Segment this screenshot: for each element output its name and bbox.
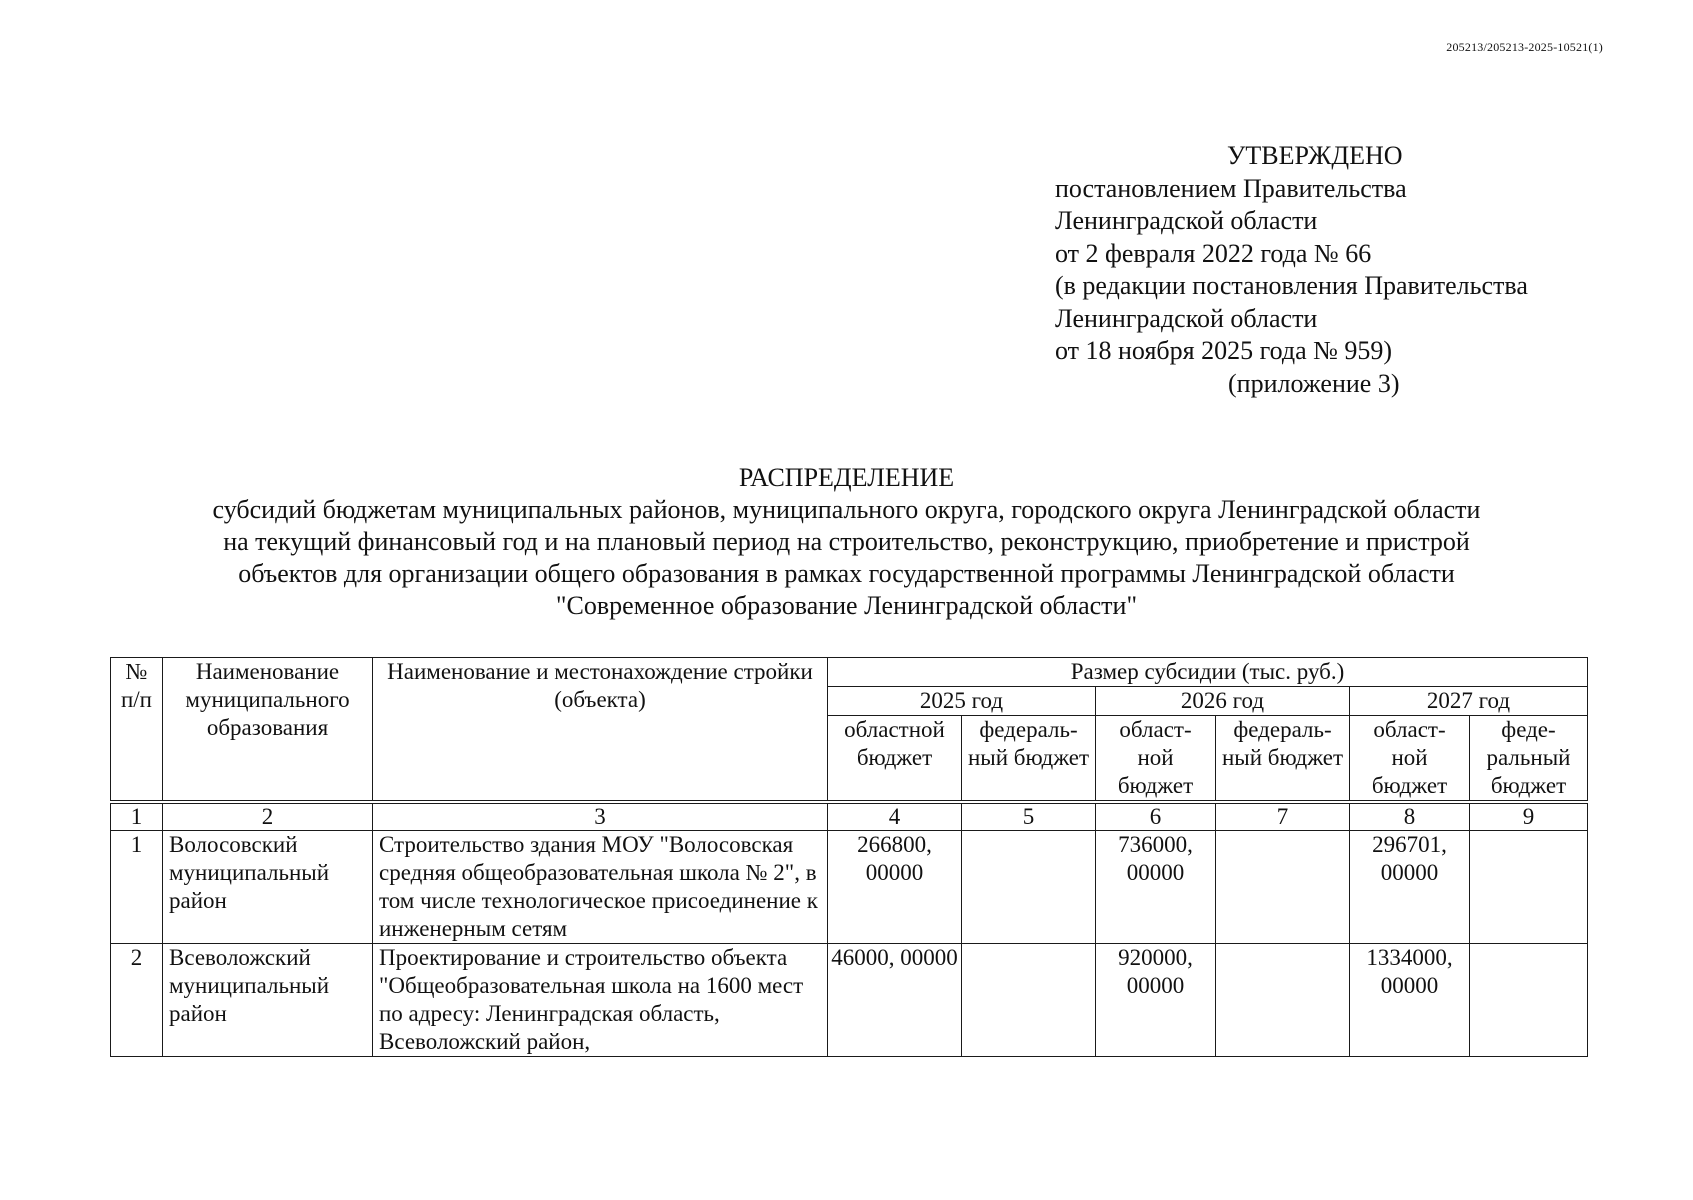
row-2027-federal xyxy=(1470,944,1588,1057)
approval-title: УТВЕРЖДЕНО xyxy=(1227,141,1403,170)
approval-line: Ленинградской области xyxy=(1055,303,1318,333)
table-row xyxy=(111,944,1588,1057)
row-2027-regional: 296701, 00000 xyxy=(1350,831,1470,944)
heading-title: РАСПРЕДЕЛЕНИЕ xyxy=(738,463,955,492)
approval-line: постановлением Правительства xyxy=(1055,173,1407,203)
column-number: 2 xyxy=(163,802,373,831)
approval-line: Ленинградской области xyxy=(1055,206,1318,235)
heading-line: субсидий бюджетам муниципальных районов, муниципального округа, городского округа Ленинградской области xyxy=(212,495,1481,524)
row-2025-regional: 266800, 00000 xyxy=(828,831,962,944)
header-municipality: Наименование муниципального образования xyxy=(163,658,373,803)
row-object: Проектирование и строительство объекта "Общеобразовательная школа на 1600 мест по адресу: Ленинградская область, Всеволожский район, xyxy=(373,944,828,1057)
header-object: Наименование и местонахождение стройки (объекта) xyxy=(373,658,828,803)
header-no: № п/п xyxy=(111,658,163,803)
header-year-2026: 2026 год xyxy=(1096,687,1350,716)
header-budget-regional: област- ной бюджет xyxy=(1096,716,1216,803)
row-2025-federal xyxy=(962,831,1096,944)
approval-line: от 2 февраля 2022 года № 66 xyxy=(1055,238,1372,268)
header-budget-federal: федераль- ный бюджет xyxy=(1216,716,1350,803)
row-2025-federal xyxy=(962,944,1096,1057)
document-id: 205213/205213-2025-10521(1) xyxy=(1446,40,1603,54)
row-2027-federal xyxy=(1470,831,1588,944)
header-subsidy: Размер субсидии (тыс. руб.) xyxy=(828,658,1588,687)
row-no: 1 xyxy=(111,831,163,944)
approval-stamp xyxy=(1055,140,1528,400)
row-2026-regional: 920000, 00000 xyxy=(1096,944,1216,1057)
table-row xyxy=(111,831,1588,944)
heading-line: на текущий финансовый год и на плановый период на строительство, реконструкцию, приобретение и пристрой xyxy=(223,527,1470,556)
row-2026-federal xyxy=(1216,831,1350,944)
row-2026-regional: 736000, 00000 xyxy=(1096,831,1216,944)
column-number: 4 xyxy=(828,802,962,831)
heading-line: объектов для организации общего образования в рамках государственной программы Ленинградской области xyxy=(238,559,1455,588)
column-number: 1 xyxy=(111,802,163,831)
header-year-2025: 2025 год xyxy=(828,687,1096,716)
header-budget-federal: феде- ральный бюджет xyxy=(1470,716,1588,803)
approval-line: (в редакции постановления Правительства xyxy=(1055,271,1528,300)
header-budget-regional: областной бюджет xyxy=(828,716,962,803)
column-number: 5 xyxy=(962,802,1096,831)
approval-line: от 18 ноября 2025 года № 959) xyxy=(1055,336,1393,365)
row-2026-federal xyxy=(1216,944,1350,1057)
document-heading xyxy=(100,462,1593,622)
row-municipality: Волосовский муниципальный район xyxy=(163,831,373,944)
column-number: 3 xyxy=(373,802,828,831)
heading-line: "Современное образование Ленинградской области" xyxy=(555,591,1138,620)
subsidy-table xyxy=(110,657,1588,1057)
column-number: 8 xyxy=(1350,802,1470,831)
header-budget-federal: федераль- ный бюджет xyxy=(962,716,1096,803)
approval-appendix: (приложение 3) xyxy=(1228,368,1400,398)
column-number: 6 xyxy=(1096,802,1216,831)
header-budget-regional: област- ной бюджет xyxy=(1350,716,1470,803)
column-number: 7 xyxy=(1216,802,1350,831)
row-no: 2 xyxy=(111,944,163,1057)
row-object: Строительство здания МОУ "Волосовская средняя общеобразовательная школа № 2", в том числе технологическое присоединение к инженерным сетям xyxy=(373,831,828,944)
column-number: 9 xyxy=(1470,802,1588,831)
row-2025-regional: 46000, 00000 xyxy=(828,944,962,1057)
header-year-2027: 2027 год xyxy=(1350,687,1588,716)
row-2027-regional: 1334000, 00000 xyxy=(1350,944,1470,1057)
row-municipality: Всеволожский муниципальный район xyxy=(163,944,373,1057)
